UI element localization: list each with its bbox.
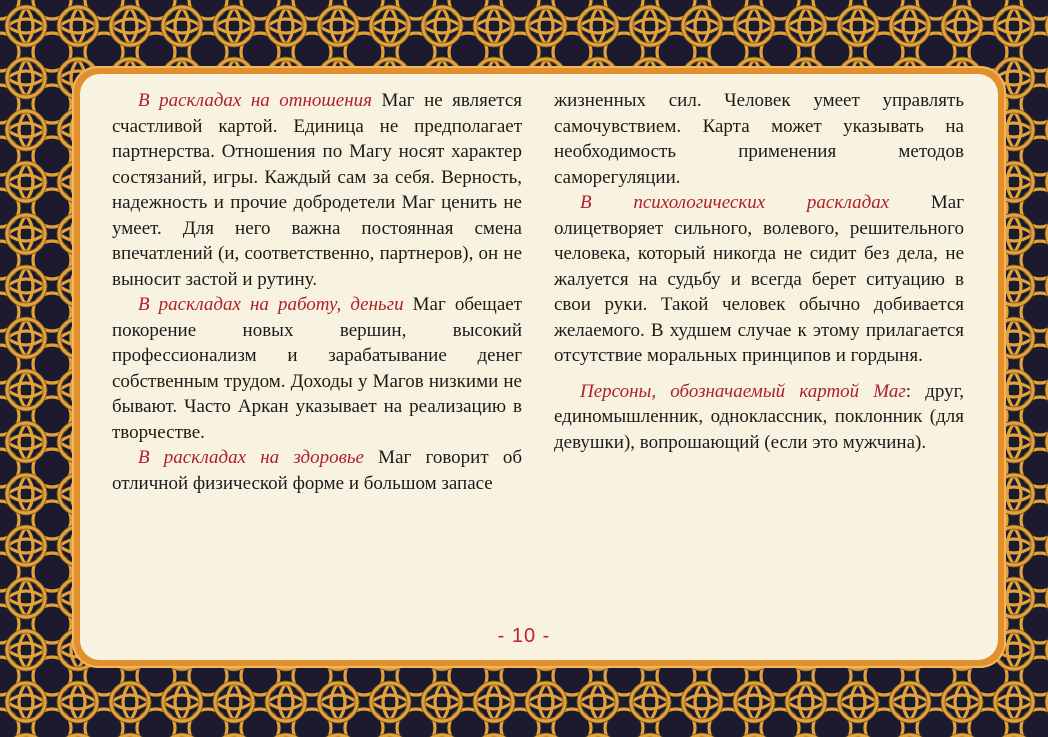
paragraph-text: Маг олицетворяет сильного, волевого, решительного человека, который никогда не сидит без дела, не жалуется на судьбу и всегда берет ситуацию в свои руки. Такой человек обычно добивается желаемого. В худшем случае к этому прилагается отсутствие моральных принципов и гордыня.	[554, 192, 964, 366]
paragraph-text: Маг обещает покорение новых вершин, высокий профессионализм и зарабатывание денег собственным трудом. Доходы у Магов низкими не бывают. Часто Аркан указывает на реализацию в творчестве.	[112, 294, 522, 443]
left-text-column	[112, 88, 522, 496]
paragraph-text: : друг, единомышленник, одноклассник, поклонник (для девушки), вопрошающий (если это мужчина).	[554, 380, 964, 453]
page-number: - 10 -	[497, 625, 551, 647]
paragraph-health-continued	[554, 88, 964, 190]
paragraph-psychological	[554, 190, 964, 369]
paragraph-heading: В раскладах на здоровье	[138, 447, 364, 468]
paragraph-heading: В раскладах на отношения	[138, 90, 372, 111]
paragraph-relationships	[112, 88, 522, 292]
paragraph-heading: В раскладах на работу, деньги	[138, 294, 404, 315]
paragraph-heading: В психологических раскладах	[580, 192, 890, 213]
paragraph-health	[112, 445, 522, 496]
right-text-column	[554, 88, 964, 455]
paragraph-persons	[554, 379, 964, 456]
paragraph-text: Маг не является счастливой картой. Единица не предполагает партнерства. Отношения по Магу носят характер состязаний, игры. Каждый сам за себя. Верность, надежность и прочие добродетели Маг ценить не умеет. Для него важна постоянная смена впечатлений (и, соответственно, партнеров), он не выносит застой и рутину.	[112, 90, 522, 290]
paragraph-work-money	[112, 292, 522, 445]
paragraph-text: Маг говорит об отличной физической форме и большом запасе	[112, 447, 522, 494]
paragraph-text: жизненных сил. Человек умеет управлять самочувствием. Карта может указывать на необходимость применения методов саморегуляции.	[554, 90, 964, 188]
paragraph-heading: Персоны, обозначаемый картой Маг	[580, 380, 906, 402]
